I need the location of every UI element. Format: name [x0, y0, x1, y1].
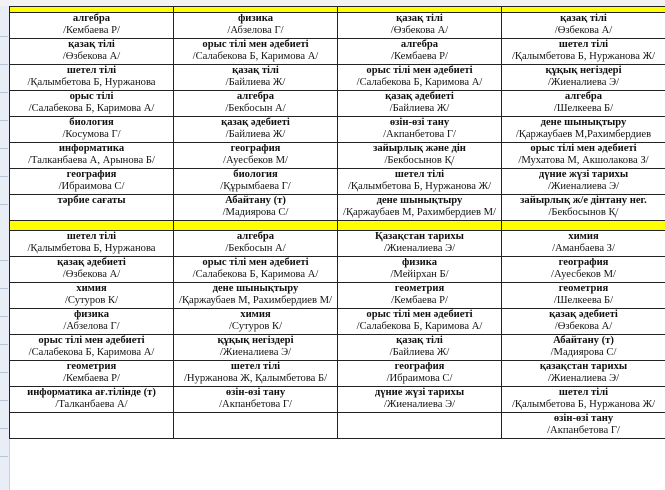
subject-name: химия: [76, 283, 107, 294]
lesson-cell[interactable]: [502, 117, 665, 143]
teacher-name: /Қаржаубаев М,Рахимбердиев: [515, 129, 652, 140]
teacher-name: /Ауесбеков М/: [223, 155, 288, 166]
schedule-row: [10, 13, 665, 39]
lesson-cell[interactable]: [174, 361, 338, 387]
subject-name: алгебра: [72, 13, 111, 24]
lesson-cell[interactable]: [338, 257, 502, 283]
lesson-cell[interactable]: [174, 13, 338, 39]
teacher-name: /Жиеналиева Э/: [547, 181, 620, 192]
row-divider: [0, 64, 8, 65]
teacher-name: /Кембаева Р/: [391, 51, 448, 62]
lesson-cell[interactable]: [502, 65, 665, 91]
teacher-name: /Кембаева Р/: [63, 25, 120, 36]
subject-name: физика: [401, 257, 438, 268]
lesson-cell[interactable]: [174, 387, 338, 413]
subject-name: физика: [73, 309, 110, 320]
teacher-name: /Кембаева Р/: [391, 295, 448, 306]
teacher-name: /Бекбосын А/: [225, 103, 286, 114]
subject-name: қазақ тілі: [560, 13, 607, 24]
subject-name: Қазақстан тарихы: [375, 231, 464, 242]
row-divider: [0, 428, 8, 429]
schedule-row: [10, 257, 665, 283]
teacher-name: /Акпанбетова Г/: [383, 129, 456, 140]
lesson-cell[interactable]: [10, 231, 174, 257]
teacher-name: /Мейірхан Б/: [390, 269, 449, 280]
lesson-cell[interactable]: [174, 283, 338, 309]
row-divider: [0, 176, 8, 177]
separator-cell[interactable]: [10, 221, 174, 231]
teacher-name: /Абзелова Г/: [63, 321, 120, 332]
row-divider: [0, 344, 8, 345]
lesson-cell[interactable]: [174, 231, 338, 257]
subject-name: орыс тілі мен әдебиеті: [530, 143, 637, 154]
teacher-name: /Салабекова Б, Каримова А/: [28, 347, 155, 358]
teacher-name: /Бекбосынов Қ/: [384, 155, 455, 166]
subject-name: шетел тілі: [230, 361, 281, 372]
subject-name: шетел тілі: [66, 65, 117, 76]
lesson-cell[interactable]: [338, 91, 502, 117]
teacher-name: /Акпанбетова Г/: [219, 399, 292, 410]
subject-name: география: [230, 143, 281, 154]
teacher-name: /Кембаева Р/: [63, 373, 120, 384]
teacher-name: /Нуржанова Ж, Қалымбетова Б/: [183, 373, 328, 384]
subject-name: география: [558, 257, 609, 268]
subject-name: өзін-өзі тану: [225, 387, 286, 398]
subject-name: география: [394, 361, 445, 372]
lesson-cell[interactable]: [10, 335, 174, 361]
row-divider: [0, 400, 8, 401]
schedule-row: [10, 231, 665, 257]
teacher-name: /Ибраимова С/: [58, 181, 125, 192]
teacher-name: /Өзбекова А/: [390, 25, 449, 36]
teacher-name: /Салабекова Б, Каримова А/: [356, 77, 483, 88]
lesson-cell[interactable]: [502, 283, 665, 309]
schedule-row: [10, 143, 665, 169]
subject-name: құқық негіздері: [217, 335, 294, 346]
lesson-cell[interactable]: [338, 143, 502, 169]
lesson-cell[interactable]: [10, 13, 174, 39]
teacher-name: /Қалымбетова Б, Нуржанова Ж/: [511, 399, 656, 410]
lesson-cell[interactable]: [10, 413, 174, 439]
teacher-name: /Жиеналиева Э/: [383, 399, 456, 410]
row-divider: [0, 456, 8, 457]
lesson-cell[interactable]: [174, 39, 338, 65]
subject-name: өзін-өзі тану: [553, 413, 614, 424]
row-divider: [0, 148, 8, 149]
teacher-name: /Жиеналиева Э/: [547, 373, 620, 384]
teacher-name: /Өзбекова А/: [554, 25, 613, 36]
teacher-name: /Шелкеева Б/: [553, 103, 614, 114]
teacher-name: /Байлиева Ж/: [389, 347, 450, 358]
lesson-cell[interactable]: [10, 361, 174, 387]
lesson-cell[interactable]: [338, 387, 502, 413]
lesson-cell[interactable]: [338, 231, 502, 257]
lesson-cell[interactable]: [338, 65, 502, 91]
lesson-cell[interactable]: [502, 361, 665, 387]
lesson-cell[interactable]: [10, 39, 174, 65]
subject-name: орыс тілі мен әдебиеті: [38, 335, 145, 346]
subject-name: қазақ әдебиеті: [549, 309, 618, 320]
lesson-cell[interactable]: [502, 91, 665, 117]
lesson-cell[interactable]: [502, 231, 665, 257]
teacher-name: /Талканбаева А, Арынова Б/: [28, 155, 155, 166]
lesson-cell[interactable]: [10, 169, 174, 195]
schedule-row: [10, 283, 665, 309]
yellow-separator-row: [10, 221, 665, 231]
teacher-name: /Аманбаева З/: [552, 243, 615, 254]
row-divider: [0, 120, 8, 121]
subject-name: дүние жүзі тарихы: [374, 387, 465, 398]
lesson-cell[interactable]: [338, 13, 502, 39]
subject-name: химия: [240, 309, 271, 320]
subject-name: химия: [568, 231, 599, 242]
subject-name: қазақ тілі: [68, 39, 115, 50]
lesson-cell[interactable]: [10, 143, 174, 169]
subject-name: қазақ әдебиеті: [221, 117, 290, 128]
lesson-cell[interactable]: [10, 195, 174, 221]
subject-name: геометрия: [66, 361, 117, 372]
subject-name: алгебра: [400, 39, 439, 50]
subject-name: геометрия: [558, 283, 609, 294]
lesson-cell[interactable]: [338, 413, 502, 439]
teacher-name: /Жиеналиева Э/: [383, 243, 456, 254]
lesson-cell[interactable]: [338, 283, 502, 309]
teacher-name: /Қалымбетова Б, Нуржанова: [27, 77, 156, 88]
lesson-cell[interactable]: [338, 117, 502, 143]
schedule-row: [10, 169, 665, 195]
subject-name: шетел тілі: [66, 231, 117, 242]
teacher-name: /Мадиярова С/: [550, 347, 617, 358]
teacher-name: /Бекбосын А/: [225, 243, 286, 254]
teacher-name: /Өзбекова А/: [62, 269, 121, 280]
schedule-row: [10, 309, 665, 335]
subject-name: физика: [237, 13, 274, 24]
subject-name: тәрбие сағаты: [57, 195, 126, 206]
subject-name: зайырлық және дін: [373, 143, 466, 154]
teacher-name: /Қалымбетова Б, Нуржанова Ж/: [347, 181, 492, 192]
teacher-name: /Ауесбеков М/: [551, 269, 616, 280]
lesson-cell[interactable]: [174, 91, 338, 117]
subject-name: Абайтану (т): [553, 335, 614, 346]
schedule-row: [10, 117, 665, 143]
subject-name: орыс тілі мен әдебиеті: [366, 309, 473, 320]
teacher-name: /Шелкеева Б/: [553, 295, 614, 306]
teacher-name: /Байлиева Ж/: [225, 77, 286, 88]
lesson-cell[interactable]: [502, 335, 665, 361]
teacher-name: /Салабекова Б, Каримова А/: [28, 103, 155, 114]
subject-name: география: [66, 169, 117, 180]
teacher-name: /Салабекова Б, Каримова А/: [192, 51, 319, 62]
teacher-name: /Сутуров К/: [64, 295, 119, 306]
teacher-name: /Сутуров К/: [228, 321, 283, 332]
lesson-cell[interactable]: [502, 39, 665, 65]
lesson-cell[interactable]: [174, 143, 338, 169]
subject-name: дүние жүзі тарихы: [538, 169, 629, 180]
teacher-name: /Құрымбаева Г/: [220, 181, 291, 192]
schedule-row: [10, 39, 665, 65]
teacher-name: /Жиеналиева Э/: [219, 347, 292, 358]
lesson-cell[interactable]: [338, 39, 502, 65]
row-divider: [0, 36, 8, 37]
row-divider: [0, 92, 8, 93]
lesson-cell[interactable]: [174, 309, 338, 335]
lesson-cell[interactable]: [502, 143, 665, 169]
subject-name: алгебра: [564, 91, 603, 102]
teacher-name: /Мухатова М, Акшолакова З/: [518, 155, 649, 166]
separator-cell[interactable]: [338, 221, 502, 231]
teacher-name: /Қаржаубаев М, Рахимбердиев М/: [343, 207, 496, 218]
subject-name: қазақ әдебиеті: [57, 257, 126, 268]
subject-name: орыс тілі: [69, 91, 114, 102]
teacher-name: /Байлиева Ж/: [389, 103, 450, 114]
schedule-row: [10, 91, 665, 117]
teacher-name: /Жиеналиева Э/: [547, 77, 620, 88]
schedule-table: [9, 6, 665, 439]
subject-name: құқық негіздері: [545, 65, 622, 76]
subject-name: шетел тілі: [558, 387, 609, 398]
teacher-name: /Мадиярова С/: [222, 207, 289, 218]
subject-name: дене шынықтыру: [540, 117, 627, 128]
lesson-cell[interactable]: [502, 169, 665, 195]
lesson-cell[interactable]: [338, 195, 502, 221]
subject-name: орыс тілі мен әдебиеті: [366, 65, 473, 76]
teacher-name: /Өзбекова А/: [554, 321, 613, 332]
subject-name: шетел тілі: [394, 169, 445, 180]
schedule-row: [10, 387, 665, 413]
subject-name: геометрия: [394, 283, 445, 294]
lesson-cell[interactable]: [502, 257, 665, 283]
subject-name: алгебра: [236, 231, 275, 242]
lesson-cell[interactable]: [338, 169, 502, 195]
subject-name: қазақ тілі: [232, 65, 279, 76]
lesson-cell[interactable]: [502, 387, 665, 413]
lesson-cell[interactable]: [10, 91, 174, 117]
schedule-row: [10, 65, 665, 91]
subject-name: орыс тілі мен әдебиеті: [202, 39, 309, 50]
lesson-cell[interactable]: [174, 195, 338, 221]
subject-name: шетел тілі: [558, 39, 609, 50]
teacher-name: /Өзбекова А/: [62, 51, 121, 62]
teacher-name: /Бекбосынов Қ/: [548, 207, 619, 218]
lesson-cell[interactable]: [502, 309, 665, 335]
subject-name: қазақ тілі: [396, 13, 443, 24]
lesson-cell[interactable]: [174, 257, 338, 283]
subject-name: орыс тілі мен әдебиеті: [202, 257, 309, 268]
teacher-name: /Қалымбетова Б, Нуржанова: [27, 243, 156, 254]
lesson-cell[interactable]: [174, 117, 338, 143]
subject-name: қазақ әдебиеті: [385, 91, 454, 102]
subject-name: өзін-өзі тану: [389, 117, 450, 128]
teacher-name: /Қалымбетова Б, Нуржанова Ж/: [511, 51, 656, 62]
lesson-cell[interactable]: [10, 117, 174, 143]
subject-name: биология: [69, 117, 114, 128]
lesson-cell[interactable]: [10, 309, 174, 335]
row-divider: [0, 372, 8, 373]
separator-cell[interactable]: [502, 221, 665, 231]
lesson-cell[interactable]: [10, 65, 174, 91]
lesson-cell[interactable]: [174, 335, 338, 361]
schedule-row: [10, 413, 665, 439]
teacher-name: /Қаржаубаев М, Рахимбердиев М/: [179, 295, 332, 306]
subject-name: қазақ тілі: [396, 335, 443, 346]
subject-name: Абайтану (т): [225, 195, 286, 206]
teacher-name: /Салабекова Б, Каримова А/: [192, 269, 319, 280]
teacher-name: /Байлиева Ж/: [225, 129, 286, 140]
subject-name: қазақстан тарихы: [539, 361, 628, 372]
teacher-name: /Салабекова Б, Каримова А/: [356, 321, 483, 332]
subject-name: дене шынықтыру: [376, 195, 463, 206]
lesson-cell[interactable]: [174, 413, 338, 439]
subject-name: зайырлық ж/е дінтану нег.: [520, 195, 647, 206]
teacher-name: /Косумова Г/: [62, 129, 121, 140]
teacher-name: /Акпанбетова Г/: [547, 425, 620, 436]
lesson-cell[interactable]: [10, 387, 174, 413]
subject-name: информатика: [58, 143, 125, 154]
schedule-row: [10, 335, 665, 361]
row-divider: [0, 316, 8, 317]
row-divider: [0, 260, 8, 261]
lesson-cell[interactable]: [338, 309, 502, 335]
row-divider: [0, 204, 8, 205]
schedule-row: [10, 195, 665, 221]
subject-name: информатика ағ.тілінде (т): [27, 387, 156, 398]
teacher-name: /Абзелова Г/: [227, 25, 284, 36]
lesson-cell[interactable]: [10, 257, 174, 283]
teacher-name: /Ибраимова С/: [386, 373, 453, 384]
subject-name: дене шынықтыру: [212, 283, 299, 294]
lesson-cell[interactable]: [338, 335, 502, 361]
lesson-cell[interactable]: [174, 65, 338, 91]
lesson-cell[interactable]: [174, 169, 338, 195]
separator-cell[interactable]: [174, 221, 338, 231]
lesson-cell[interactable]: [502, 13, 665, 39]
lesson-cell[interactable]: [502, 195, 665, 221]
lesson-cell[interactable]: [10, 283, 174, 309]
subject-name: алгебра: [236, 91, 275, 102]
schedule-row: [10, 361, 665, 387]
lesson-cell[interactable]: [502, 413, 665, 439]
teacher-name: /Талканбаева А/: [55, 399, 128, 410]
subject-name: биология: [233, 169, 278, 180]
lesson-cell[interactable]: [338, 361, 502, 387]
row-divider: [0, 288, 8, 289]
